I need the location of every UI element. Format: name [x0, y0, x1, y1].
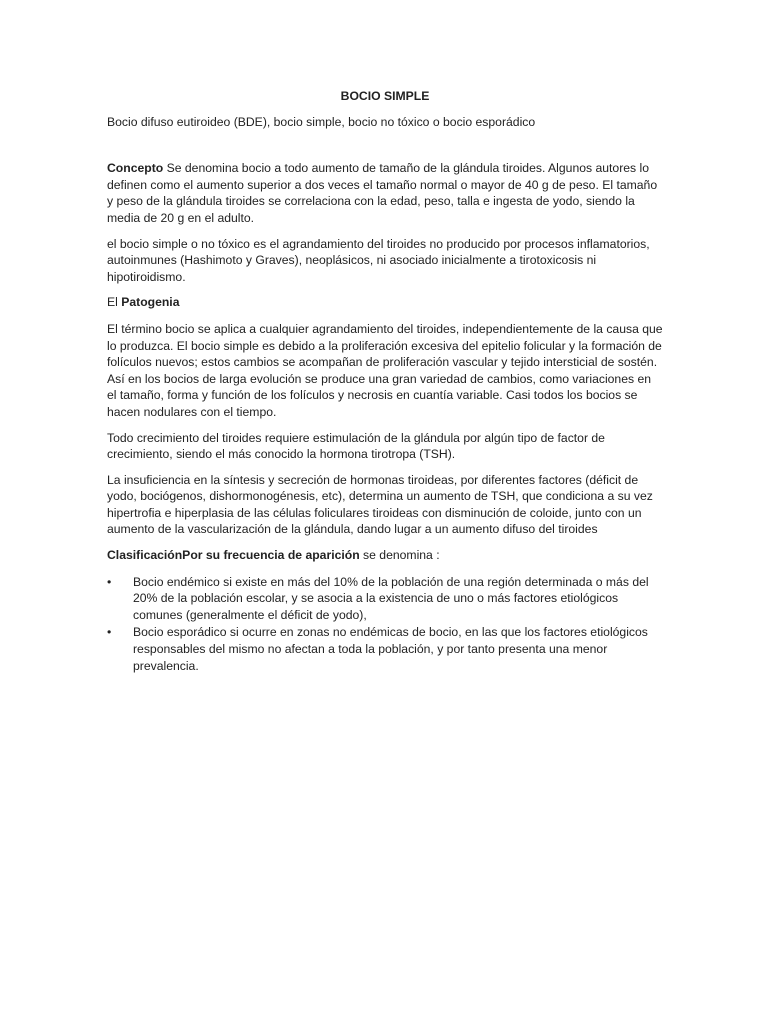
concepto-paragraph: [107, 160, 663, 226]
concepto-text: Se denomina bocio a todo aumento de tamaño de la glándula tiroides. Algunos autores lo definen como el aumento superior a dos veces el tamaño normal o mayor de 40 g de peso. El tamaño y peso de la glándula tiroides se correlaciona con la edad, peso, talla e ingesta de yodo, siendo la media de 20 g en el adulto.: [107, 161, 658, 225]
document-subtitle: Bocio difuso eutiroideo (BDE), bocio simple, bocio no tóxico o bocio esporádico: [107, 114, 536, 129]
document-page: [107, 88, 663, 675]
clasificacion-list: [107, 574, 663, 675]
list-item-text: Bocio esporádico si ocurre en zonas no endémicas de bocio, en las que los factores etiológicos responsables del mismo no afectan a toda la población, y por tanto presenta una menor prevalencia.: [133, 625, 648, 673]
clasificacion-heading: [107, 547, 663, 564]
bullet-icon: •: [107, 625, 112, 640]
termino-paragraph: El término bocio se aplica a cualquier agrandamiento del tiroides, independientemente de la causa que lo produzca. El bocio simple es debido a la proliferación excesiva del epitelio folicular y la formación de folículos nuevos; estos cambios se acompañan de proliferación vascular y tejido intersticial de sostén. Así en los bocios de larga evolución se produce una gran variedad de cambios, como variaciones en el tamaño, forma y función de los folículos y necrosis en cuantía variable. Casi todos los bocios se hacen nodulares con el tiempo.: [107, 321, 663, 419]
clasificacion-label: ClasificaciónPor su frecuencia de aparición: [107, 548, 360, 563]
list-item-text: Bocio endémico si existe en más del 10% de la población de una región determinada o más del 20% de la población escolar, y se asocia a la existencia de uno o más factores etiológicos comunes (generalmente el déficit de yodo),: [133, 574, 649, 622]
list-item: [107, 624, 663, 674]
list-item: [107, 574, 663, 624]
bocio-simple-paragraph: el bocio simple o no tóxico es el agrandamiento del tiroides no producido por procesos inflamatorios, autoinmunes (Hashimoto y Graves), neoplásicos, ni asociado inicialmente a tirotoxicosis ni hipotiroidismo.: [107, 236, 650, 284]
insuficiencia-paragraph: La insuficiencia en la síntesis y secreción de hormonas tiroideas, por diferentes factores (déficit de yodo, bociógenos, dishormonogénesis, etc), determina un aumento de TSH, que condiciona a su vez hipertrofia e hiperplasia de las células foliculares tiroideas con disminución de coloide, junto con un aumento de la vascularización de la glándula, dando lugar a un aumento difuso del tiroides: [107, 472, 653, 537]
patogenia-prefix: El: [107, 295, 122, 310]
patogenia-label: Patogenia: [121, 295, 180, 310]
clasificacion-rest: se denomina :: [359, 548, 440, 563]
crecimiento-paragraph: Todo crecimiento del tiroides requiere estimulación de la glándula por algún tipo de factor de crecimiento, siendo el más conocido la hormona tirotropa (TSH).: [107, 430, 605, 462]
bullet-icon: •: [107, 574, 112, 589]
concepto-label: Concepto: [107, 161, 164, 176]
patogenia-heading: [107, 294, 663, 311]
document-title: BOCIO SIMPLE: [340, 89, 430, 103]
